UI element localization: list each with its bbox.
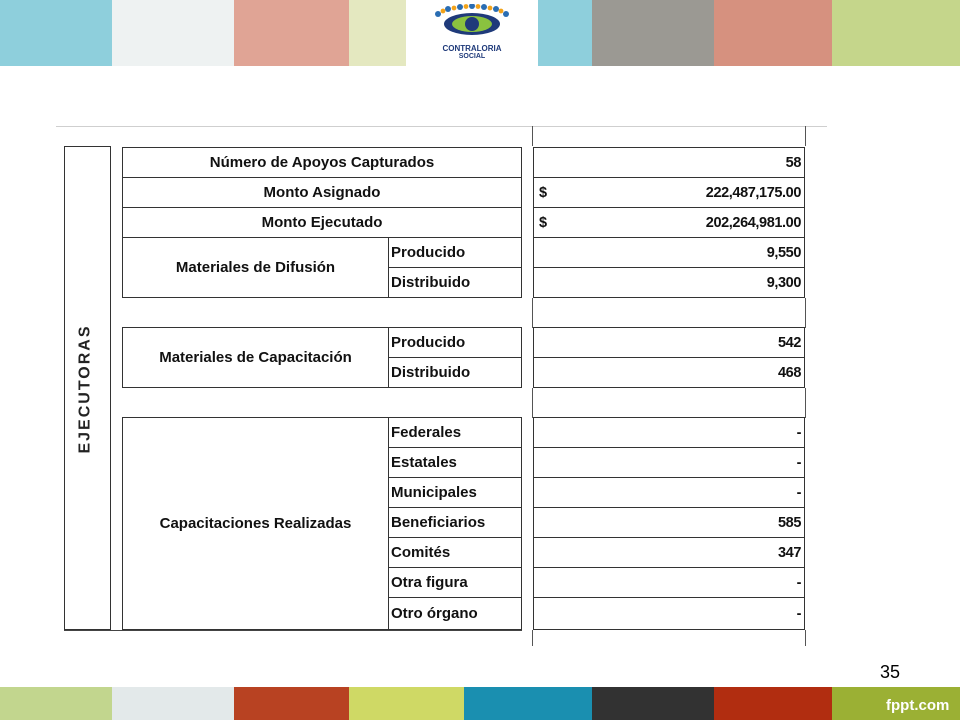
cap-item-label: Comités <box>388 537 522 568</box>
currency-symbol: $ <box>539 184 547 201</box>
cap-item-label: Otro órgano <box>388 597 522 630</box>
capacitacion-producido-value <box>533 327 805 358</box>
cap-item-value-text: 585 <box>778 514 801 531</box>
ejecutoras-label: EJECUTORAS <box>76 324 94 454</box>
capacitacion-label: Materiales de Capacitación <box>122 327 389 388</box>
cap-item-value-text: - <box>796 424 801 441</box>
capacitacion-distribuido-label: Distribuido <box>388 357 522 388</box>
apoyos-label: Número de Apoyos Capturados <box>122 147 522 178</box>
value-column-edge-bottom <box>805 630 806 646</box>
spacer-divider <box>532 298 533 328</box>
cap-item-value-text: - <box>796 605 801 622</box>
cap-item-value <box>533 447 805 478</box>
ejecutoras-group-cell <box>64 146 111 630</box>
cap-item-value <box>533 567 805 598</box>
cap-item-value <box>533 537 805 568</box>
capacitacion-distribuido-text: 468 <box>778 364 801 381</box>
column-divider-bottom <box>532 630 533 646</box>
cap-item-value <box>533 477 805 508</box>
spacer-edge <box>805 298 806 328</box>
cap-item-value-text: - <box>796 574 801 591</box>
cap-item-value <box>533 597 805 630</box>
fppt-brand-text: fppt.com <box>886 697 950 714</box>
cap-item-label: Otra figura <box>388 567 522 598</box>
capacitacion-producido-text: 542 <box>778 334 801 351</box>
difusion-producido-value <box>533 237 805 268</box>
capacitaciones-label: Capacitaciones Realizadas <box>122 417 389 630</box>
difusion-distribuido-text: 9,300 <box>766 274 801 291</box>
difusion-producido-text: 9,550 <box>766 244 801 261</box>
logo-emblem-icon <box>424 4 520 42</box>
monto-asignado-label: Monto Asignado <box>122 177 522 208</box>
apoyos-value-text: 58 <box>785 154 801 171</box>
currency-symbol: $ <box>539 214 547 231</box>
cap-item-label: Estatales <box>388 447 522 478</box>
cap-item-label: Federales <box>388 417 522 448</box>
spacer-edge <box>805 388 806 418</box>
table-top-rule <box>56 126 827 127</box>
monto-ejecutado-label: Monto Ejecutado <box>122 207 522 238</box>
difusion-distribuido-label: Distribuido <box>388 267 522 298</box>
cap-item-value <box>533 507 805 538</box>
cap-item-label: Beneficiarios <box>388 507 522 538</box>
cap-item-label: Municipales <box>388 477 522 508</box>
monto-asignado-value <box>533 177 805 208</box>
value-column-edge-top <box>805 126 806 146</box>
spacer-divider <box>532 388 533 418</box>
slide-number: 35 <box>880 662 901 682</box>
difusion-label: Materiales de Difusión <box>122 237 389 298</box>
difusion-distribuido-value <box>533 267 805 298</box>
contraloria-social-logo <box>406 0 538 66</box>
table-bottom-rule <box>64 630 522 631</box>
cap-item-value-text: - <box>796 484 801 501</box>
capacitacion-producido-label: Producido <box>388 327 522 358</box>
monto-ejecutado-text: 202,264,981.00 <box>705 214 801 231</box>
cap-item-value-text: 347 <box>778 544 801 561</box>
cap-item-value <box>533 417 805 448</box>
apoyos-value <box>533 147 805 178</box>
monto-asignado-text: 222,487,175.00 <box>705 184 801 201</box>
logo-text-line1: CONTRALORIA <box>442 44 502 53</box>
cap-item-value-text: - <box>796 454 801 471</box>
difusion-producido-label: Producido <box>388 237 522 268</box>
capacitacion-distribuido-value <box>533 357 805 388</box>
logo-text-line2: SOCIAL <box>458 53 486 60</box>
footer-color-band <box>0 687 960 720</box>
monto-ejecutado-value <box>533 207 805 238</box>
column-divider-top <box>532 126 533 146</box>
